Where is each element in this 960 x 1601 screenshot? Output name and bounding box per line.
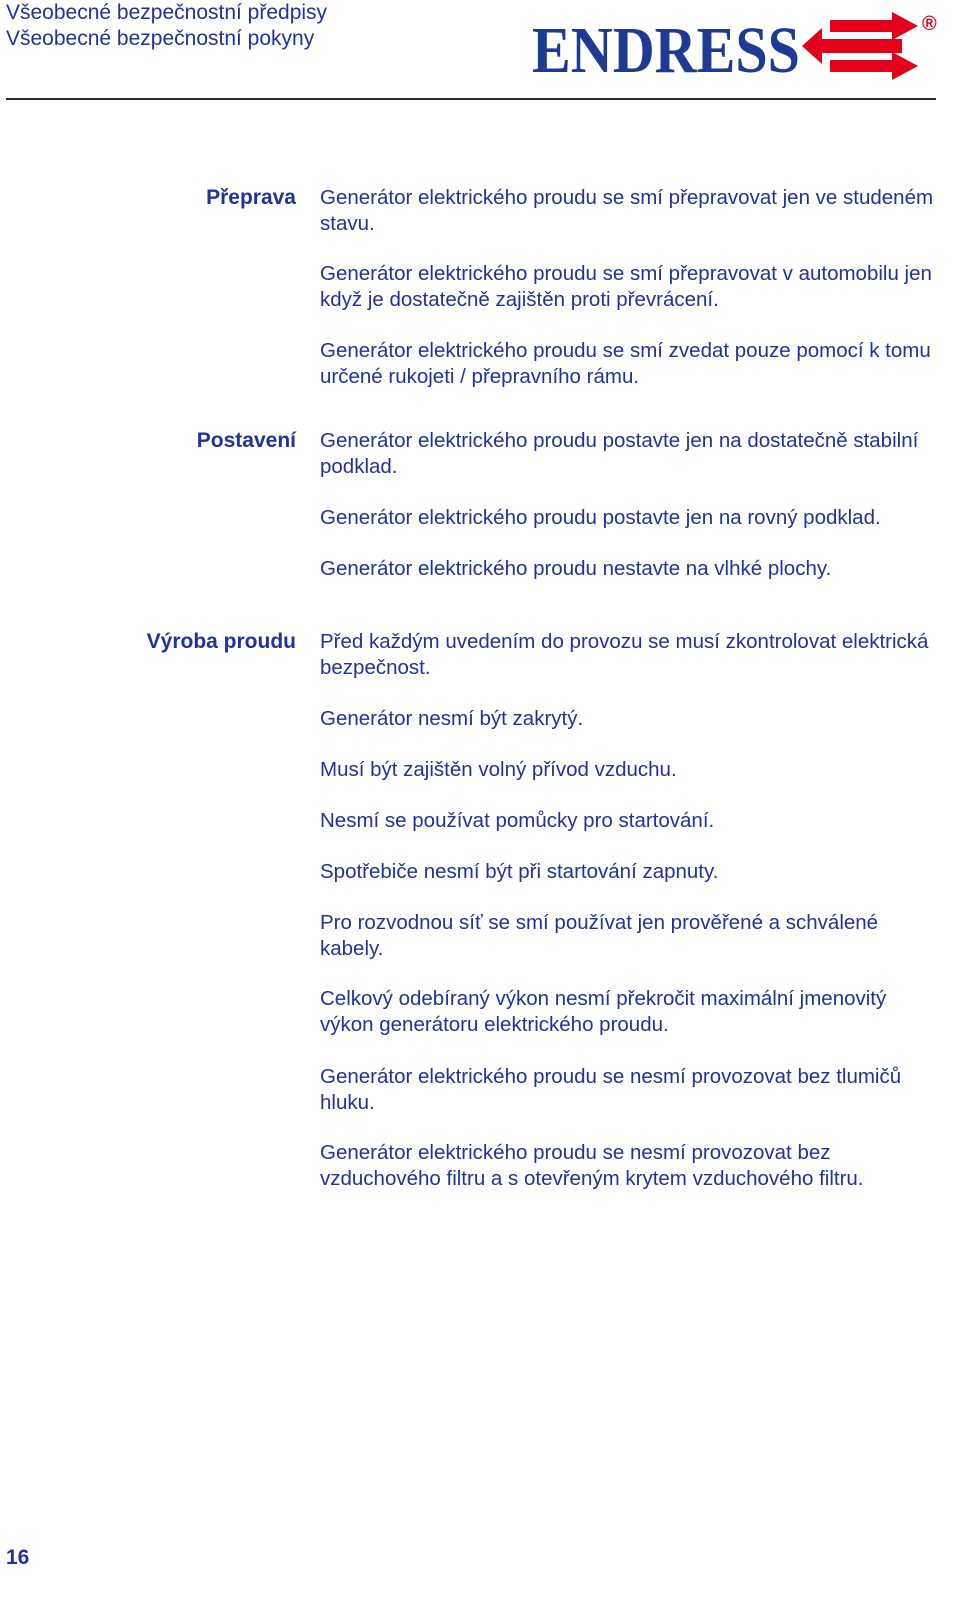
section-paragraph: Celkový odebíraný výkon nesmí překročit maximální jmenovitý výkon generátoru elektrického proudu. — [320, 987, 887, 1036]
section-paragraph: Před každým uvedením do provozu se musí zkontrolovat elektrická bezpečnost. — [320, 630, 929, 679]
section-paragraph: Generátor elektrického proudu se smí přepravovat v automobilu jen když je dostatečně zajištěn proti převrácení. — [320, 262, 932, 311]
section-label-vyroba-proudu: Výroba proudu — [146, 630, 296, 653]
section-label-postaveni: Postavení — [196, 429, 296, 452]
section-paragraph: Generátor elektrického proudu se smí zvedat pouze pomocí k tomu určené rukojeti / přepravního rámu. — [320, 339, 931, 388]
endress-logo — [530, 8, 940, 86]
header-title-line-1: Všeobecné bezpečnostní předpisy — [6, 1, 328, 24]
section-paragraph: Generátor elektrického proudu se smí přepravovat jen ve studeném stavu. — [320, 186, 934, 235]
section-paragraph: Musí být zajištěn volný přívod vzduchu. — [320, 758, 677, 781]
section-paragraph: Generátor elektrického proudu nestavte na vlhké plochy. — [320, 557, 832, 580]
section-paragraph: Pro rozvodnou síť se smí používat jen prověřené a schválené kabely. — [320, 911, 879, 960]
section-paragraph: Spotřebiče nesmí být při startování zapnuty. — [320, 860, 719, 883]
header-title-line-2: Všeobecné bezpečnostní pokyny — [6, 27, 315, 50]
logo-text: ENDRESS — [532, 14, 800, 86]
section-paragraph: Generátor elektrického proudu postavte jen na dostatečně stabilní podklad. — [320, 429, 919, 478]
section-label-preprava: Přeprava — [206, 186, 296, 209]
section-paragraph: Generátor elektrického proudu se nesmí provozovat bez vzduchového filtru a s otevřeným krytem vzduchového filtru. — [320, 1141, 864, 1190]
registered-mark-icon: ® — [922, 13, 937, 35]
logo-arrow-icon — [802, 9, 928, 80]
section-paragraph: Nesmí se používat pomůcky pro startování. — [320, 809, 715, 832]
header-divider — [6, 98, 936, 100]
section-paragraph: Generátor elektrického proudu postavte jen na rovný podklad. — [320, 506, 881, 529]
page-number: 16 — [6, 1546, 30, 1569]
section-paragraph: Generátor nesmí být zakrytý. — [320, 707, 584, 730]
section-paragraph: Generátor elektrického proudu se nesmí provozovat bez tlumičů hluku. — [320, 1065, 902, 1114]
